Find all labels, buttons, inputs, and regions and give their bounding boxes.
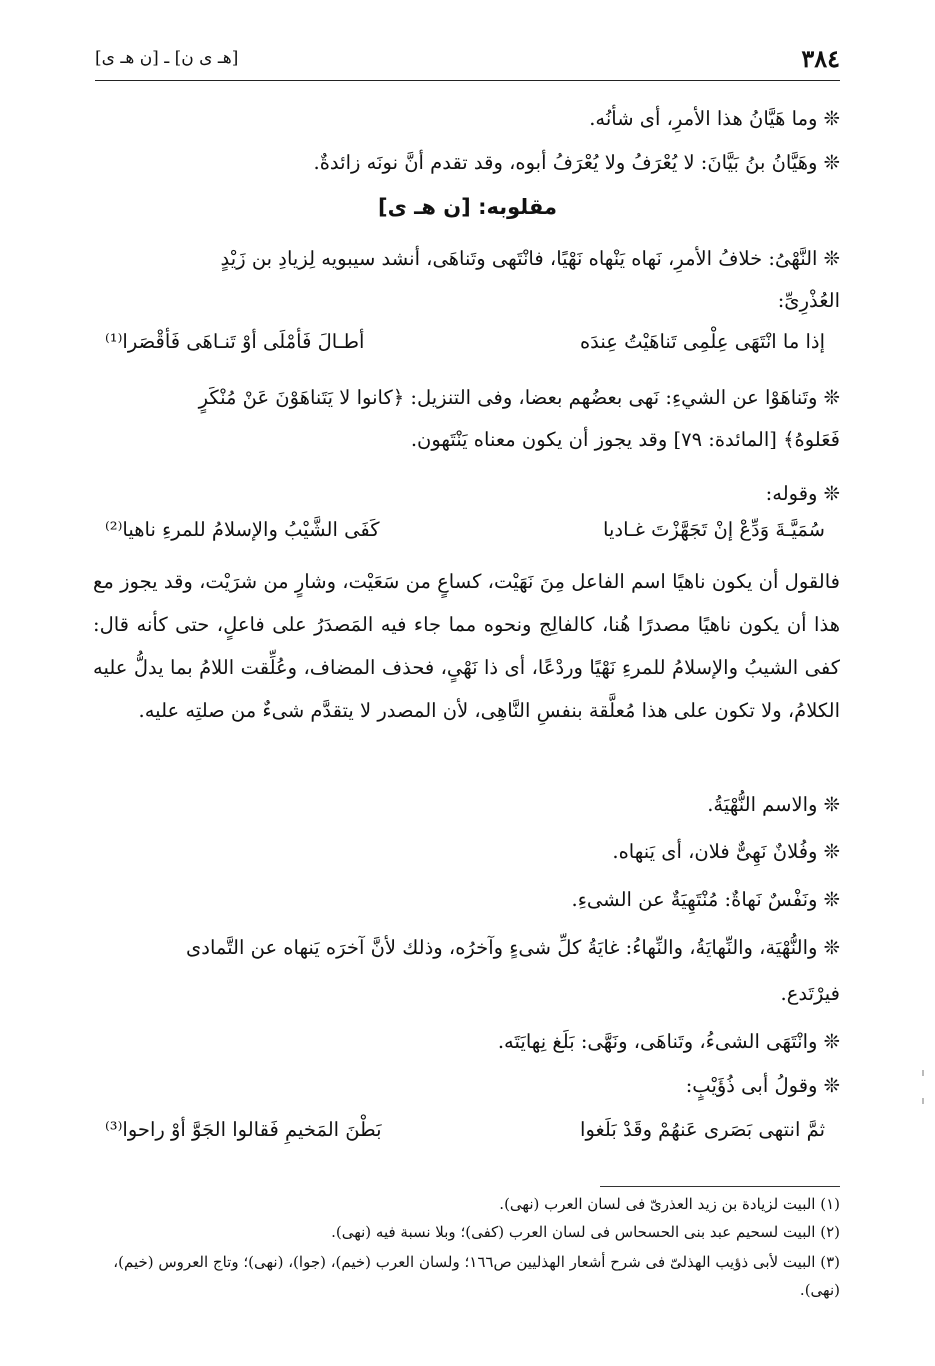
entry-line: ❊ وتَناهَوْا عن الشيءِ: نَهى بعضُهم بعضا، وفى التنزيل: ﴿كانوا لا يَتَناهَوْنَ عَنْ مُنْكَرٍ <box>198 386 840 409</box>
footnote: (٣) البيت لأبى ذؤيب الهذلىّ فى شرح أشعار الهذليين ص١٦٦؛ ولسان العرب (خيم)، (جوا)، (نهى)؛ وتاج العروس (خيم)، (نهى). <box>113 1253 840 1299</box>
entry-line: ❊ النَّهْىُ: خلافُ الأمرِ، نَهاه يَنْهاه نَهْيًا، فانْتَهى وتَناهَى، أنشد سيبويه لِزيادِ بن زَيْدٍ <box>220 247 840 270</box>
entry-line: فيرْتَدع. <box>780 982 840 1005</box>
footnote: (٢) البيت لسحيم عبد بنى الحسحاس فى لسان العرب (كفى)؛ وبلا نسبة فيه (نهى). <box>331 1223 840 1241</box>
header-rule <box>95 80 840 81</box>
entry-line: ❊ وانْتَهَى الشىءُ، وتَناهَى، ونَهَّى: بَلَغ نِهايَتَه. <box>497 1030 840 1053</box>
running-head: [هـ ى ن] ـ [ن هـ ى] <box>95 48 239 68</box>
verse-hemistich: سُمَيَّـةَ وَدِّعْ إنْ تَجَهَّزْتَ غـاديا <box>603 518 825 541</box>
verse-hemistich: إذا ما انْتَهَى عِلْمِى تَناهَيْتُ عِندَه <box>579 330 825 353</box>
verse-hemistich: بَطْنَ المَخيمِ فَقالوا الجَوَّ أوْ راحوا⁽³⁾ <box>105 1118 382 1141</box>
paragraph: فالقول أن يكون ناهيًا اسم الفاعل مِنَ نَهَيْت، كساعٍ من سَعَيْت، وشارٍ من شرَيْت، وقد يجوز مع هذا أن يكون ناهيًا مصدرًا هُنا، كالفالِج ونحوه مما جاء فيه المَصدَرُ على فاعلٍ، حتى كأنه قال: كفى الشيبُ والإسلامُ للمرءِ نَهْيًا وردْعًا، أى ذا نَهْىٍ، فحذف المضاف، وعُلِّقت اللامُ بما يدلُّ عليه الكلامُ، ولا تكون على هذا مُعلَّقة بنفسِ النَّاهِى، لأن المصدر لا يتقدَّم شىءٌ من صلتِه عليه. <box>93 570 840 722</box>
entry-line: العُذْرِىِّ: <box>777 289 840 312</box>
verse-hemistich: أطـالَ فَأمْلَى أوْ تَنـاهَى فَأقْصَرا⁽¹⁾ <box>105 330 365 353</box>
entry-line: ❊ والاسم النُّهْيَةُ. <box>707 793 840 816</box>
entry-line: ❊ وفُلانٌ نَهِىٌّ فلان، أى يَنهاه. <box>612 840 840 863</box>
verse-hemistich: كَفَى الشَّيْبُ والإسلامُ للمرءِ ناهيا⁽²⁾ <box>105 518 380 541</box>
scan-mark <box>922 1098 924 1104</box>
scan-mark <box>922 1070 924 1076</box>
page-header <box>95 44 840 78</box>
verse <box>105 518 825 558</box>
footnote: (١) البيت لزيادة بن زيد العذرىّ فى لسان العرب (نهى). <box>499 1195 840 1213</box>
verse <box>105 1118 825 1158</box>
entry-line: ❊ وما هَيَّانُ هذا الأمرِ، أى شأنُه. <box>589 107 840 130</box>
entry-line: ❊ وقوله: <box>765 482 840 505</box>
entry-line: ❊ وقولُ أبى ذُؤَيْبٍ: <box>685 1074 840 1097</box>
entry-line: ❊ وهَيَّانُ بنُ بَيَّانَ: لا يُعْرَفُ ولا يُعْرَفُ أبوه، وقد تقدم أنَّ نونَه زائدةٌ. <box>313 151 840 174</box>
entry-line: ❊ ونَفْسٌ نَهاةٌ: مُنْتَهِيَةٌ عن الشىءِ. <box>571 888 840 911</box>
entry-line: ❊ والنُّهْيَة، والنِّهايَةُ، والنِّهاءُ: غايَةُ كلِّ شىءٍ وآخرُه، وذلك لأنَّ آخرَه يَنهاه عن التَّمادى <box>186 936 840 959</box>
verse <box>105 330 825 370</box>
entry-line: فَعَلوهُ﴾ [المائدة: ٧٩] وقد يجوز أن يكون معناه يَنْتَهون. <box>410 428 840 451</box>
footnote-rule <box>600 1186 840 1187</box>
verse-hemistich: ثمَّ انتهى بَصَرى عَنهُمْ وقَدْ بَلَغوا <box>580 1118 825 1141</box>
page-number: ٣٨٤ <box>801 44 840 73</box>
section-heading: مقلوبه: [ن هـ ى] <box>378 195 557 219</box>
